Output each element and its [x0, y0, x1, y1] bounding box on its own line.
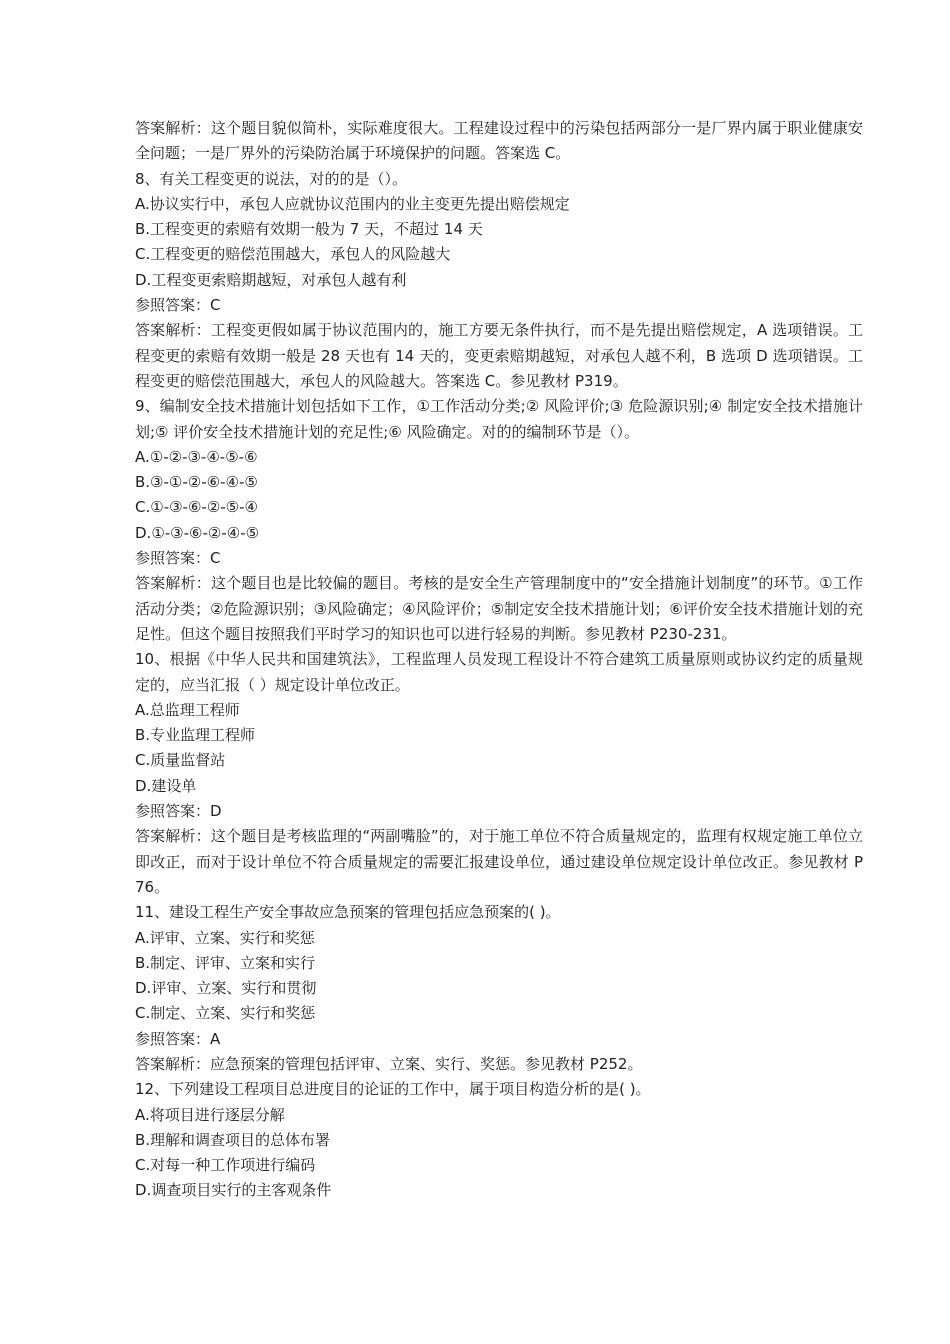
reference-answer: 参照答案：A — [135, 1029, 221, 1048]
option-a: A.评审、立案、实行和奖惩 — [135, 928, 315, 947]
option-c: C.①-③-⑥-②-⑤-④ — [135, 498, 258, 517]
question-8: 8、有关工程变更的说法，对的的是（）。 — [135, 169, 408, 188]
option-d: D.调查项目实行的主客观条件 — [135, 1181, 332, 1200]
option-b: B.工程变更的索赔有效期一般为 7 天，不超过 14 天 — [135, 220, 483, 239]
option-a: A.①-②-③-④-⑤-⑥ — [135, 447, 258, 466]
reference-answer: 参照答案：C — [135, 296, 221, 315]
document-body — [135, 116, 863, 1204]
option-b: B.③-①-②-⑥-④-⑤ — [135, 473, 258, 492]
option-a: A.总监理工程师 — [135, 700, 240, 719]
option-d: D.评审、立案、实行和贯彻 — [135, 979, 317, 998]
answer-analysis-9: 答案解析：这个题目也是比较偏的题目。考核的是安全生产管理制度中的“安全措施计划制度”的环节。①工作活动分类；②危险源识别；③风险确定；④风险评价；⑤制定安全技术措施计划；⑥评价安全技术措施计划的充足性。但这个题目按照我们平时学习的知识也可以进行轻易的判断。参见教材 P230-231。 — [135, 574, 863, 643]
option-b: B.制定、评审、立案和实行 — [135, 953, 316, 972]
answer-analysis-7: 答案解析：这个题目貌似简朴，实际难度很大。工程建设过程中的污染包括两部分一是厂界内属于职业健康安全问题；一是厂界外的污染防治属于环境保护的问题。答案选 C。 — [135, 119, 863, 163]
option-a: A.协议实行中，承包人应就协议范围内的业主变更先提出赔偿规定 — [135, 194, 570, 213]
answer-analysis-10: 答案解析：这个题目是考核监理的“两副嘴脸”的，对于施工单位不符合质量规定的，监理有权规定施工单位立即改正，而对于设计单位不符合质量规定的需要汇报建设单位，通过建设单位规定设计单位改正。参见教材 P76。 — [135, 827, 863, 896]
option-a: A.将项目进行逐层分解 — [135, 1105, 285, 1124]
question-9: 9、编制安全技术措施计划包括如下工作，①工作活动分类;② 风险评价;③ 危险源识别;④ 制定安全技术措施计划;⑤ 评价安全技术措施计划的充足性;⑥ 风险确定。对的的编制环节是（）。 — [135, 397, 863, 441]
question-11: 11、建设工程生产安全事故应急预案的管理包括应急预案的( )。 — [135, 903, 561, 922]
option-c: C.对每一种工作项进行编码 — [135, 1156, 316, 1175]
option-b: B.理解和调查项目的总体布署 — [135, 1130, 331, 1149]
answer-analysis-11: 答案解析：应急预案的管理包括评审、立案、实行、奖惩。参见教材 P252。 — [135, 1054, 643, 1073]
reference-answer: 参照答案：D — [135, 802, 222, 821]
option-d: D.①-③-⑥-②-④-⑤ — [135, 523, 260, 542]
option-c: C.工程变更的赔偿范围越大，承包人的风险越大 — [135, 245, 451, 264]
option-d: D.工程变更索赔期越短，对承包人越有利 — [135, 270, 407, 289]
option-c: C.质量监督站 — [135, 751, 226, 770]
question-12: 12、下列建设工程项目总进度目的论证的工作中，属于项目构造分析的是( )。 — [135, 1080, 651, 1099]
option-d: D.建设单 — [135, 776, 197, 795]
answer-analysis-8: 答案解析：工程变更假如属于协议范围内的，施工方要无条件执行，而不是先提出赔偿规定，A 选项错误。工程变更的索赔有效期一般是 28 天也有 14 天的，变更索赔期越短，对承包人越不利，B 选项 D 选项错误。工程变更的赔偿范围越大，承包人的风险越大。答案选 C。参见教材 P319。 — [135, 321, 863, 390]
question-10: 10、根据《中华人民共和国建筑法》，工程监理人员发现工程设计不符合建筑工质量原则或协议约定的质量规定的，应当汇报（ ）规定设计单位改正。 — [135, 650, 863, 694]
option-b: B.专业监理工程师 — [135, 726, 256, 745]
reference-answer: 参照答案：C — [135, 549, 221, 568]
option-c: C.制定、立案、实行和奖惩 — [135, 1004, 316, 1023]
